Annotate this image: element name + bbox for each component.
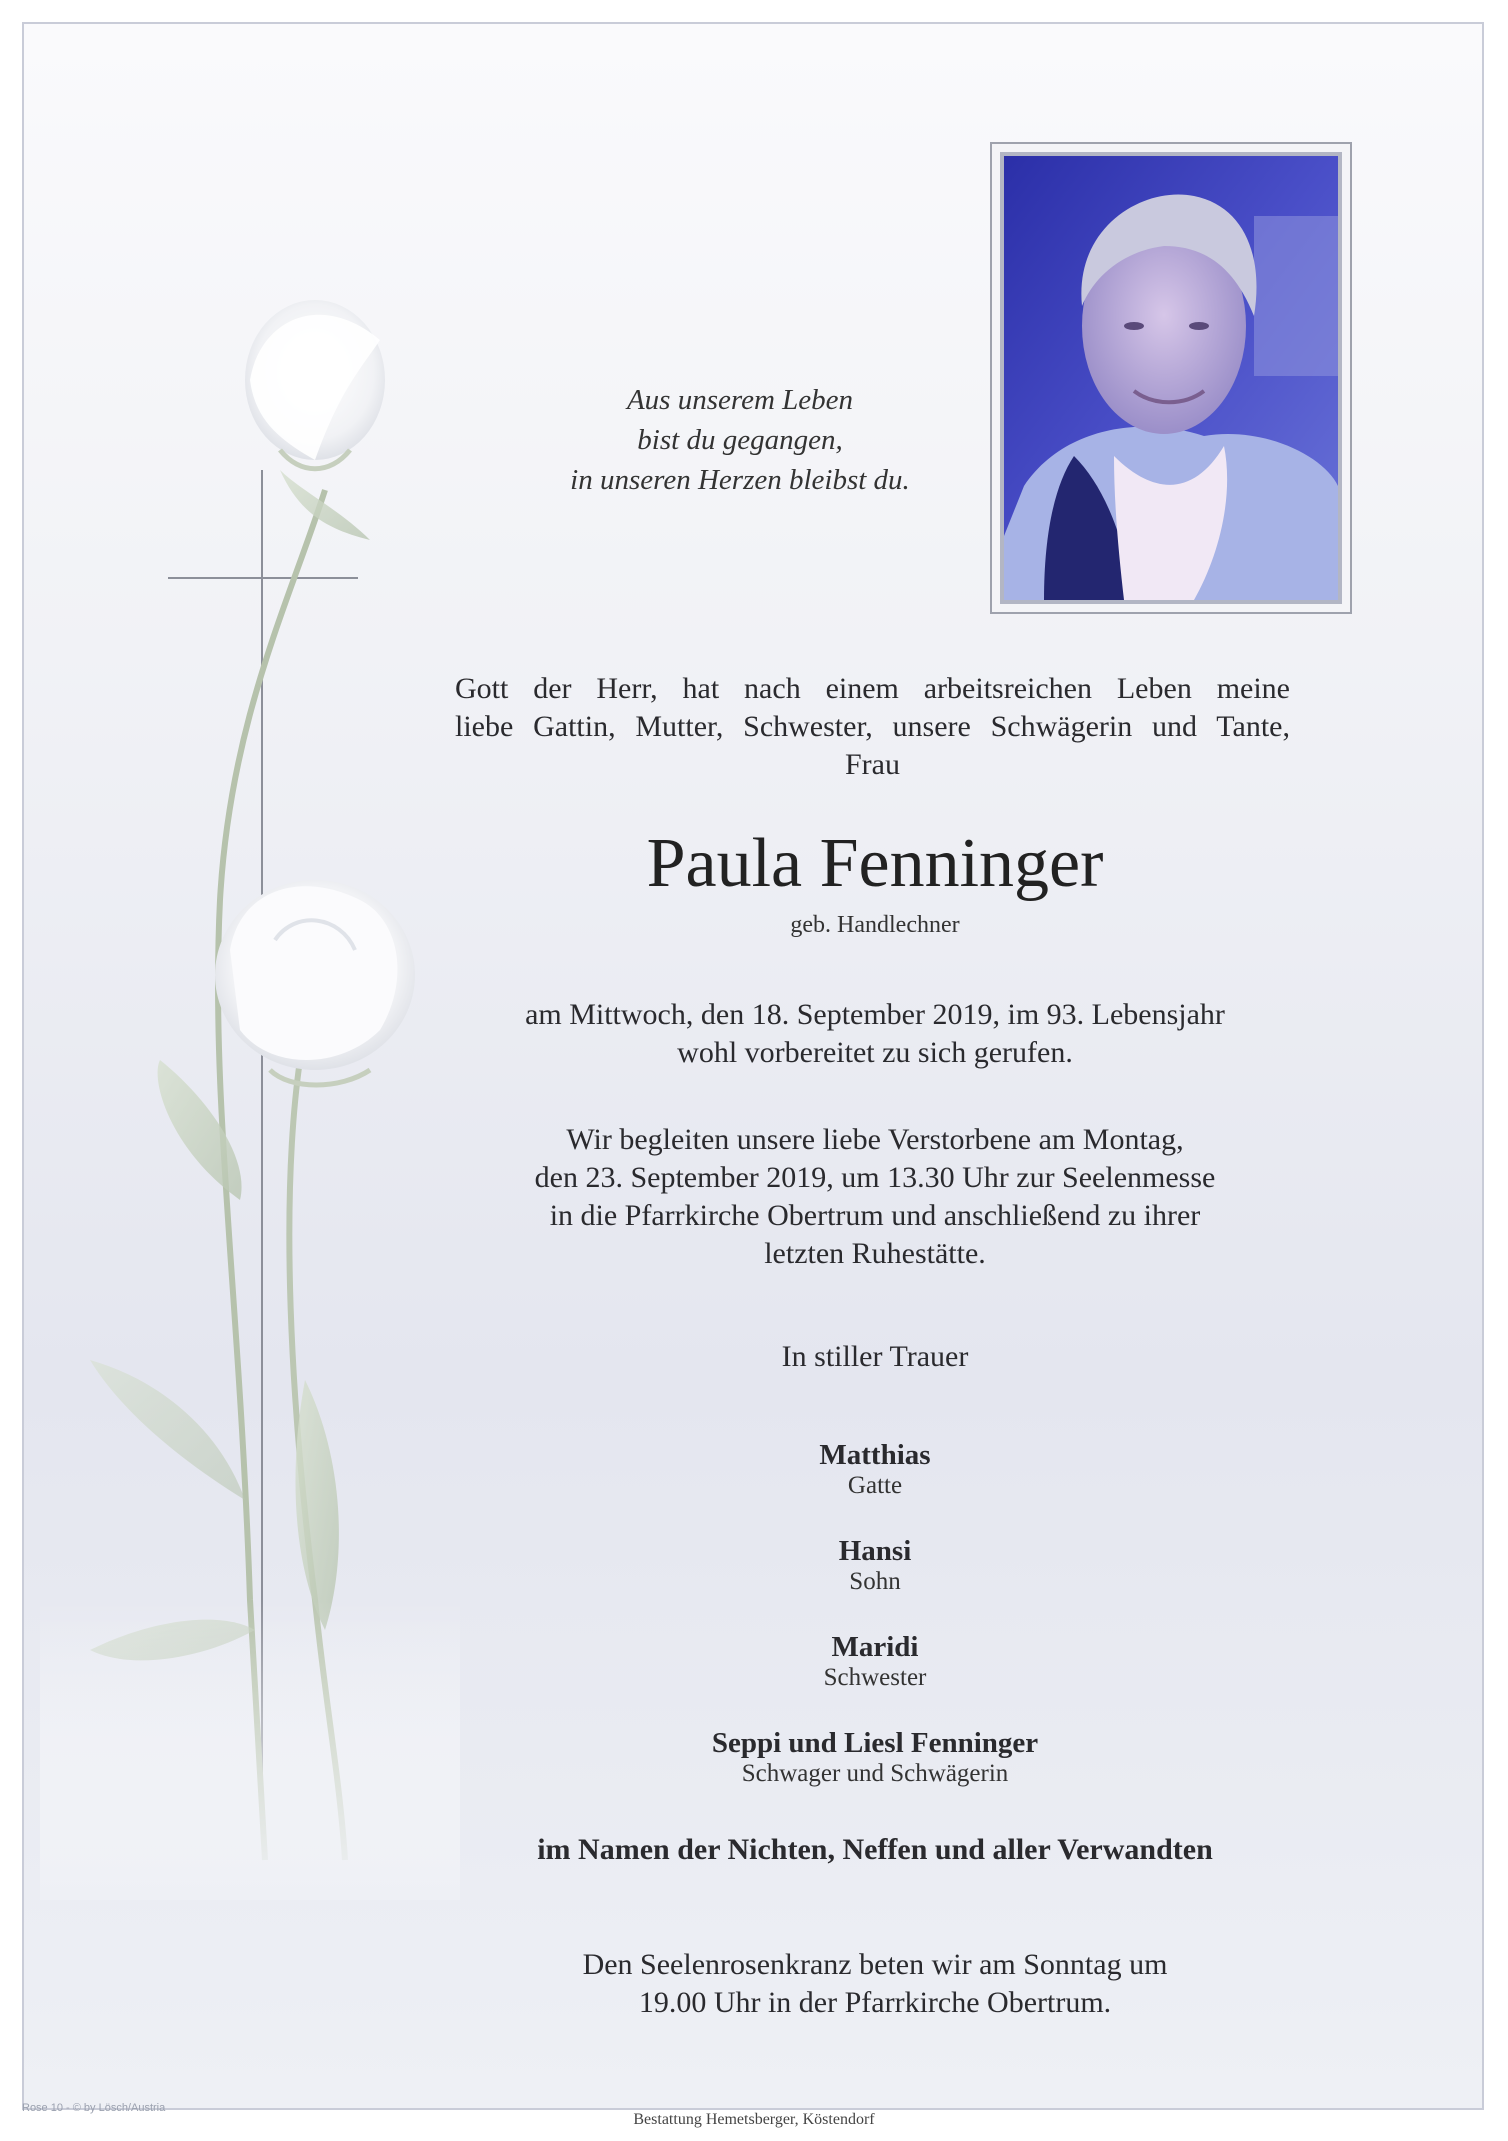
rosary-line: 19.00 Uhr in der Pfarrkirche Obertrum. — [638, 1986, 1112, 2019]
intro-line: liebe Gattin, Mutter, Schwester, unsere Schwägerin und Tante, — [455, 710, 1290, 743]
funeral-line: Wir begleiten unsere liebe Verstorbene am Montag, — [566, 1123, 1184, 1156]
family-member — [420, 1727, 1330, 1789]
portrait-photo — [1000, 152, 1342, 604]
funeral-line: in die Pfarrkirche Obertrum und anschließend zu ihrer — [549, 1199, 1201, 1232]
rose-bud-upper — [245, 300, 385, 469]
family-member — [420, 1631, 1330, 1693]
deceased-name: Paula Fenninger — [646, 825, 1104, 902]
rose-illustration — [40, 300, 460, 1900]
funeral-home-footer: Bestattung Hemetsberger, Köstendorf — [633, 2111, 875, 2128]
family-member-role: Sohn — [849, 1568, 901, 1595]
family-member-name: Hansi — [838, 1535, 912, 1567]
death-notice-line: am Mittwoch, den 18. September 2019, im 93. Lebensjahr — [525, 998, 1225, 1031]
rosary-info — [420, 1946, 1330, 2022]
funeral-line: letzten Ruhestätte. — [764, 1237, 986, 1270]
family-member-name: Maridi — [831, 1631, 919, 1663]
funeral-line: den 23. September 2019, um 13.30 Uhr zur Seelenmesse — [534, 1161, 1216, 1194]
verse-line: Aus unserem Leben — [626, 384, 854, 416]
intro-line: Gott der Herr, hat nach einem arbeitsreichen Leben meine — [455, 672, 1290, 705]
family-member — [420, 1439, 1330, 1501]
rose-leaf — [158, 1060, 242, 1200]
verse-line: in unseren Herzen bleibst du. — [570, 464, 910, 496]
family-member-role: Gatte — [847, 1472, 903, 1499]
maiden-name: geb. Handlechner — [790, 912, 960, 938]
rose-bloom-lower — [215, 880, 415, 1085]
funeral-info — [420, 1121, 1330, 1273]
rose-sepal — [280, 470, 370, 540]
family-member-name: Matthias — [819, 1439, 931, 1471]
image-credit: Rose 10 - © by Lösch/Austria — [22, 2102, 166, 2114]
relatives-line: im Namen der Nichten, Neffen und aller Verwandten — [537, 1833, 1213, 1866]
rose-leaf — [295, 1380, 338, 1630]
family-member — [420, 1535, 1330, 1597]
family-member-role: Schwester — [823, 1664, 927, 1691]
family-member-name: Seppi und Liesl Fenninger — [711, 1727, 1039, 1759]
death-notice — [420, 996, 1330, 1072]
portrait-frame — [990, 142, 1352, 614]
mourning-heading: In stiller Trauer — [781, 1340, 969, 1373]
family-member-role: Schwager und Schwägerin — [741, 1760, 1009, 1787]
rosary-line: Den Seelenrosenkranz beten wir am Sonntag um — [582, 1948, 1168, 1981]
rose-leaf — [90, 1360, 245, 1500]
verse — [540, 380, 940, 500]
verse-line: bist du gegangen, — [637, 424, 843, 456]
death-notice-line: wohl vorbereitet zu sich gerufen. — [677, 1036, 1073, 1069]
intro-line: Frau — [845, 748, 900, 781]
intro-paragraph — [455, 670, 1290, 784]
